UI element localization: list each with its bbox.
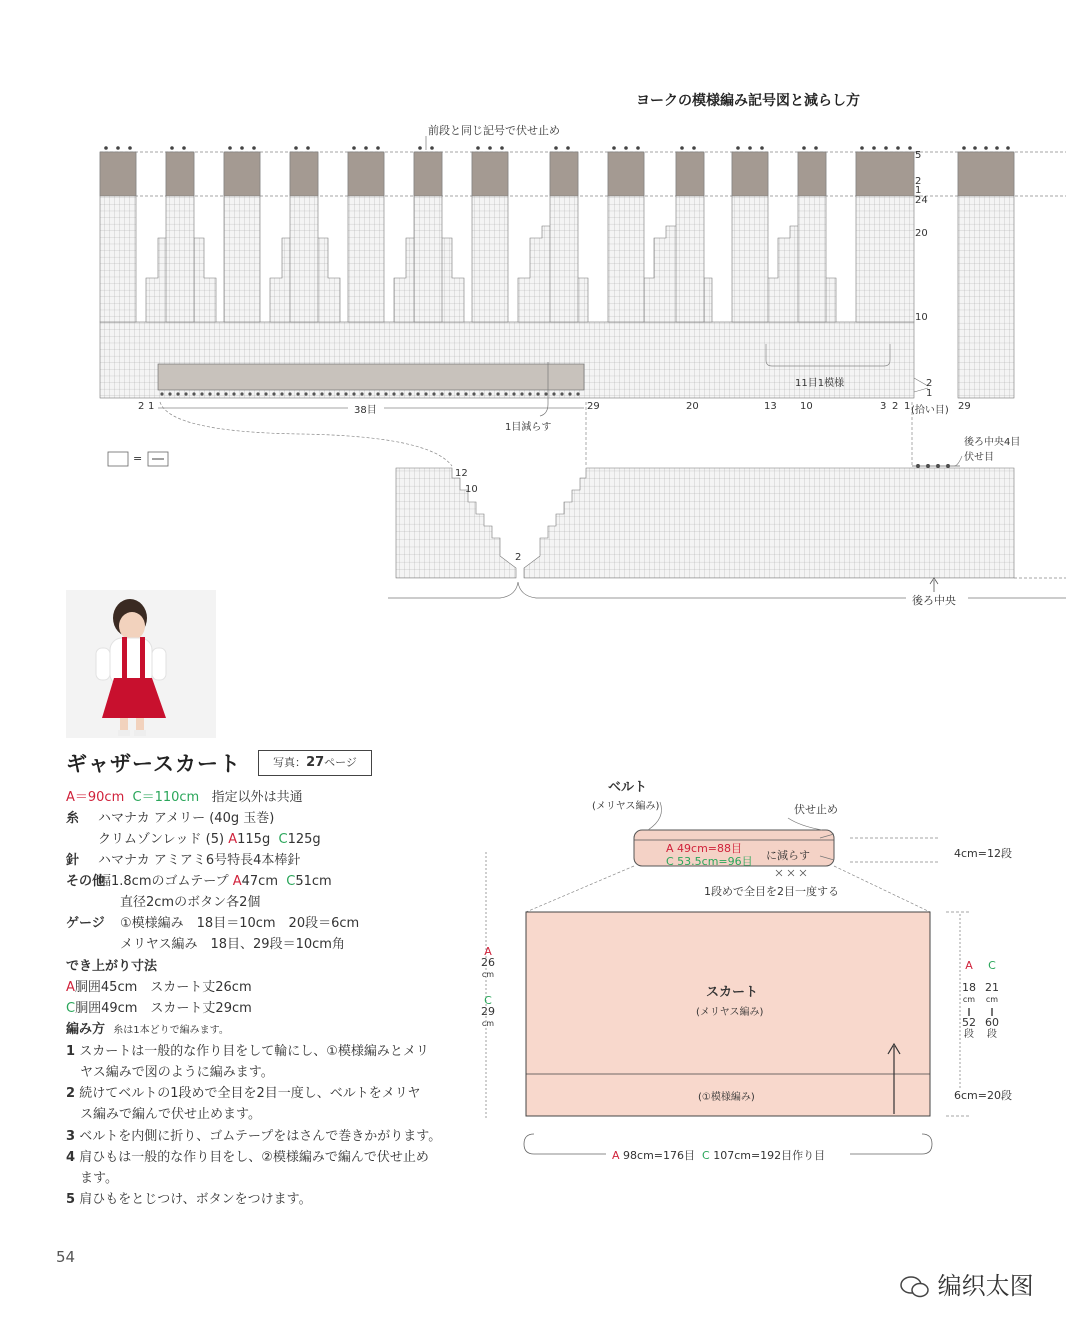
page-number: 54: [56, 1248, 76, 1266]
stitch-2: 2: [138, 401, 145, 412]
bindoff-band: [100, 152, 136, 196]
bindoff-band: [472, 152, 508, 196]
bindoff-band: [348, 152, 384, 196]
bindoff-dot: [760, 146, 764, 150]
stitch-38: 38目: [354, 405, 377, 416]
step-2: 2 続けてベルトの1段めで全目を2目一度し、ベルトをメリヤ: [66, 1086, 421, 1101]
bindoff-band: [676, 152, 704, 196]
step-4-cont: ます。: [80, 1171, 118, 1186]
chart-title: ヨークの模様編み記号図と減らし方: [636, 93, 860, 109]
row-label-1: 1: [915, 185, 922, 196]
first-row-note: 1段めで全目を2目一度する: [704, 885, 839, 898]
bindoff-band: [732, 152, 768, 196]
bindoff-band: [166, 152, 194, 196]
stitch-13: 13: [764, 401, 777, 412]
bindoff-dot: [872, 146, 876, 150]
bindoff-dot: [116, 146, 120, 150]
bindoff-dot: [500, 146, 504, 150]
bindoff-dot: [612, 146, 616, 150]
connector-left: [160, 402, 452, 466]
bindoff-band: [550, 152, 578, 196]
finished-size-c: C胴囲49cm スカート丈29cm: [66, 1001, 252, 1016]
yarn-color-line: クリムゾンレッド (5) A115g C125g: [98, 832, 321, 847]
v-label-2: 2: [515, 552, 522, 563]
yarn-line: 糸 ハマナカ アメリー (40g 玉巻): [66, 811, 275, 826]
stitch-1b: 1: [904, 401, 911, 412]
bindoff-dot: [908, 146, 912, 150]
step-5: 5 肩ひもをとじつけ、ボタンをつけます。: [66, 1192, 312, 1207]
bindoff-dot: [128, 146, 132, 150]
gauge-line-2: メリヤス編み 18目、29段＝10cm角: [120, 937, 345, 952]
step-1-cont: ヤス編みで図のように編みます。: [80, 1065, 274, 1080]
belt-height: 4cm=12段: [954, 847, 1012, 860]
photo-reference: 写真：27ページ: [258, 750, 372, 776]
bindoff-band: [290, 152, 318, 196]
v-label-12: 12: [455, 468, 468, 479]
bindoff-dot: [636, 146, 640, 150]
bindoff-dot: [252, 146, 256, 150]
legend-equals: =: [133, 452, 143, 465]
bindoff-dot: [860, 146, 864, 150]
row-label-10: 10: [915, 312, 928, 323]
bindoff-dot: [352, 146, 356, 150]
bindoff-dot: [240, 146, 244, 150]
decrease-one-note: 1目減らす: [505, 422, 552, 433]
stitch-29: 29: [587, 401, 600, 412]
bindoff-dot: [748, 146, 752, 150]
bindoff-dot: [488, 146, 492, 150]
bindoff-dot: [376, 146, 380, 150]
pattern-label: (①模様編み): [698, 1092, 755, 1103]
bindoff-dot: [1006, 146, 1010, 150]
step-1: 1 スカートは一般的な作り目をして輪にし、①模様編みとメリ: [66, 1044, 429, 1059]
stitch-2b: 2: [892, 401, 899, 412]
belt-title: ベルト: [608, 780, 648, 795]
row-label-2: 2: [915, 176, 922, 187]
legend-blank-cell: [108, 452, 128, 466]
skirt-title: ギャザースカート: [66, 752, 241, 776]
skirt-sublabel: (メリヤス編み): [696, 1007, 764, 1018]
skirt-label: スカート: [706, 985, 759, 1000]
bindoff-band: [798, 152, 826, 196]
stitch-3: 3: [880, 401, 887, 412]
back-center-bindoff-2: 伏せ目: [964, 452, 994, 463]
bindoff-dot: [566, 146, 570, 150]
other-line: その他幅1.8cmのゴムテープ A47cm C51cm: [66, 874, 332, 889]
bindoff-band: [856, 152, 914, 196]
bottom-bracket: [524, 1134, 606, 1154]
row-label-2b: 2: [926, 378, 933, 389]
bindoff-dot: [973, 146, 977, 150]
v-neck-chart: [396, 468, 1014, 578]
right-dim-a: A 18 cm ‖ 52 段: [962, 959, 976, 1040]
bindoff-dot: [476, 146, 480, 150]
wechat-icon: [900, 1276, 930, 1298]
gauge-line-1: ゲージ ①模様編み 18目＝10cm 20段＝6cm: [66, 916, 360, 931]
bindoff-band: [608, 152, 644, 196]
stitch-20: 20: [686, 401, 699, 412]
pattern-height: 6cm=20段: [954, 1089, 1012, 1102]
row-label-1b: 1: [926, 388, 933, 399]
step-3: 3 ベルトを内側に折り、ゴムテープをはさんで巻きかがります。: [66, 1129, 442, 1144]
bindoff-dot: [884, 146, 888, 150]
bindoff-dot: [228, 146, 232, 150]
model-photo: [66, 590, 216, 738]
belt-c-stitches: C 53.5cm=96目: [666, 855, 753, 868]
yoke-chart: [0, 0, 1080, 620]
bindoff-dot: [182, 146, 186, 150]
bindoff-dot: [814, 146, 818, 150]
v-label-10: 10: [465, 484, 478, 495]
stitch-10: 10: [800, 401, 813, 412]
button-line: 直径2cmのボタン各2個: [120, 895, 261, 910]
bindoff-dot: [984, 146, 988, 150]
bindoff-dot: [896, 146, 900, 150]
finished-size-a: A胴囲45cm スカート丈26cm: [66, 980, 252, 995]
back-center-bindoff-1: 後ろ中央4目: [964, 437, 1021, 448]
bindoff-dot: [418, 146, 422, 150]
size-line: A＝90cm C＝110cm 指定以外は共通: [66, 790, 303, 805]
bindoff-dot: [364, 146, 368, 150]
step-2-cont: ス編みで編んで伏せ止めます。: [80, 1107, 261, 1122]
bindoff-band: [414, 152, 442, 196]
bindoff-dot: [624, 146, 628, 150]
bindoff-dot: [294, 146, 298, 150]
back-center-label: 後ろ中央: [912, 594, 956, 607]
stitch-1: 1: [148, 401, 155, 412]
bindoff-dot: [995, 146, 999, 150]
belt-decrease: に減らす: [766, 849, 810, 862]
bindoff-note: 前段と同じ記号で伏せ止め: [428, 124, 560, 137]
method-label: 編み方 糸は1本どりで編みます。: [66, 1022, 229, 1037]
bindoff-dot: [962, 146, 966, 150]
bindoff-dot: [692, 146, 696, 150]
row-label-20: 20: [915, 228, 928, 239]
bindoff-dot: [554, 146, 558, 150]
pickup-label: (拾い目): [911, 405, 949, 416]
step-4: 4 肩ひもは一般的な作り目をし、②模様編みで編んで伏せ止め: [66, 1150, 429, 1165]
left-dim-a: A 26 cm: [481, 945, 495, 979]
row-label-5: 5: [915, 150, 922, 161]
yoke-chart-body: [100, 146, 1014, 398]
bindoff-dot: [430, 146, 434, 150]
belt-bindoff: 伏せ止め: [794, 803, 838, 816]
belt-subtitle: (メリヤス編み): [592, 801, 660, 812]
bindoff-dot: [802, 146, 806, 150]
watermark: 编织太图: [900, 1266, 1034, 1301]
bindoff-band: [224, 152, 260, 196]
bindoff-dot: [306, 146, 310, 150]
bindoff-dot: [736, 146, 740, 150]
stitch-29b: 29: [958, 401, 971, 412]
bindoff-dot: [104, 146, 108, 150]
right-dim-c: C 21 cm ‖ 60 段: [985, 959, 999, 1040]
v-chart-brace: [388, 582, 906, 598]
bindoff-dot: [680, 146, 684, 150]
needle-line: 針 ハマナカ アミアミ6号特長4本棒針: [66, 853, 301, 868]
left-dim-c: C 29 cm: [481, 994, 495, 1028]
belt-a-stitches: A 49cm=88目: [666, 842, 742, 855]
bottom-dimension: A 98cm=176目 C 107cm=192目作り目: [612, 1149, 826, 1162]
repeat-note: 11目1模様: [795, 378, 845, 389]
finished-size-label: でき上がり寸法: [66, 959, 158, 974]
row-label-24: 24: [915, 195, 928, 206]
bindoff-dot: [170, 146, 174, 150]
